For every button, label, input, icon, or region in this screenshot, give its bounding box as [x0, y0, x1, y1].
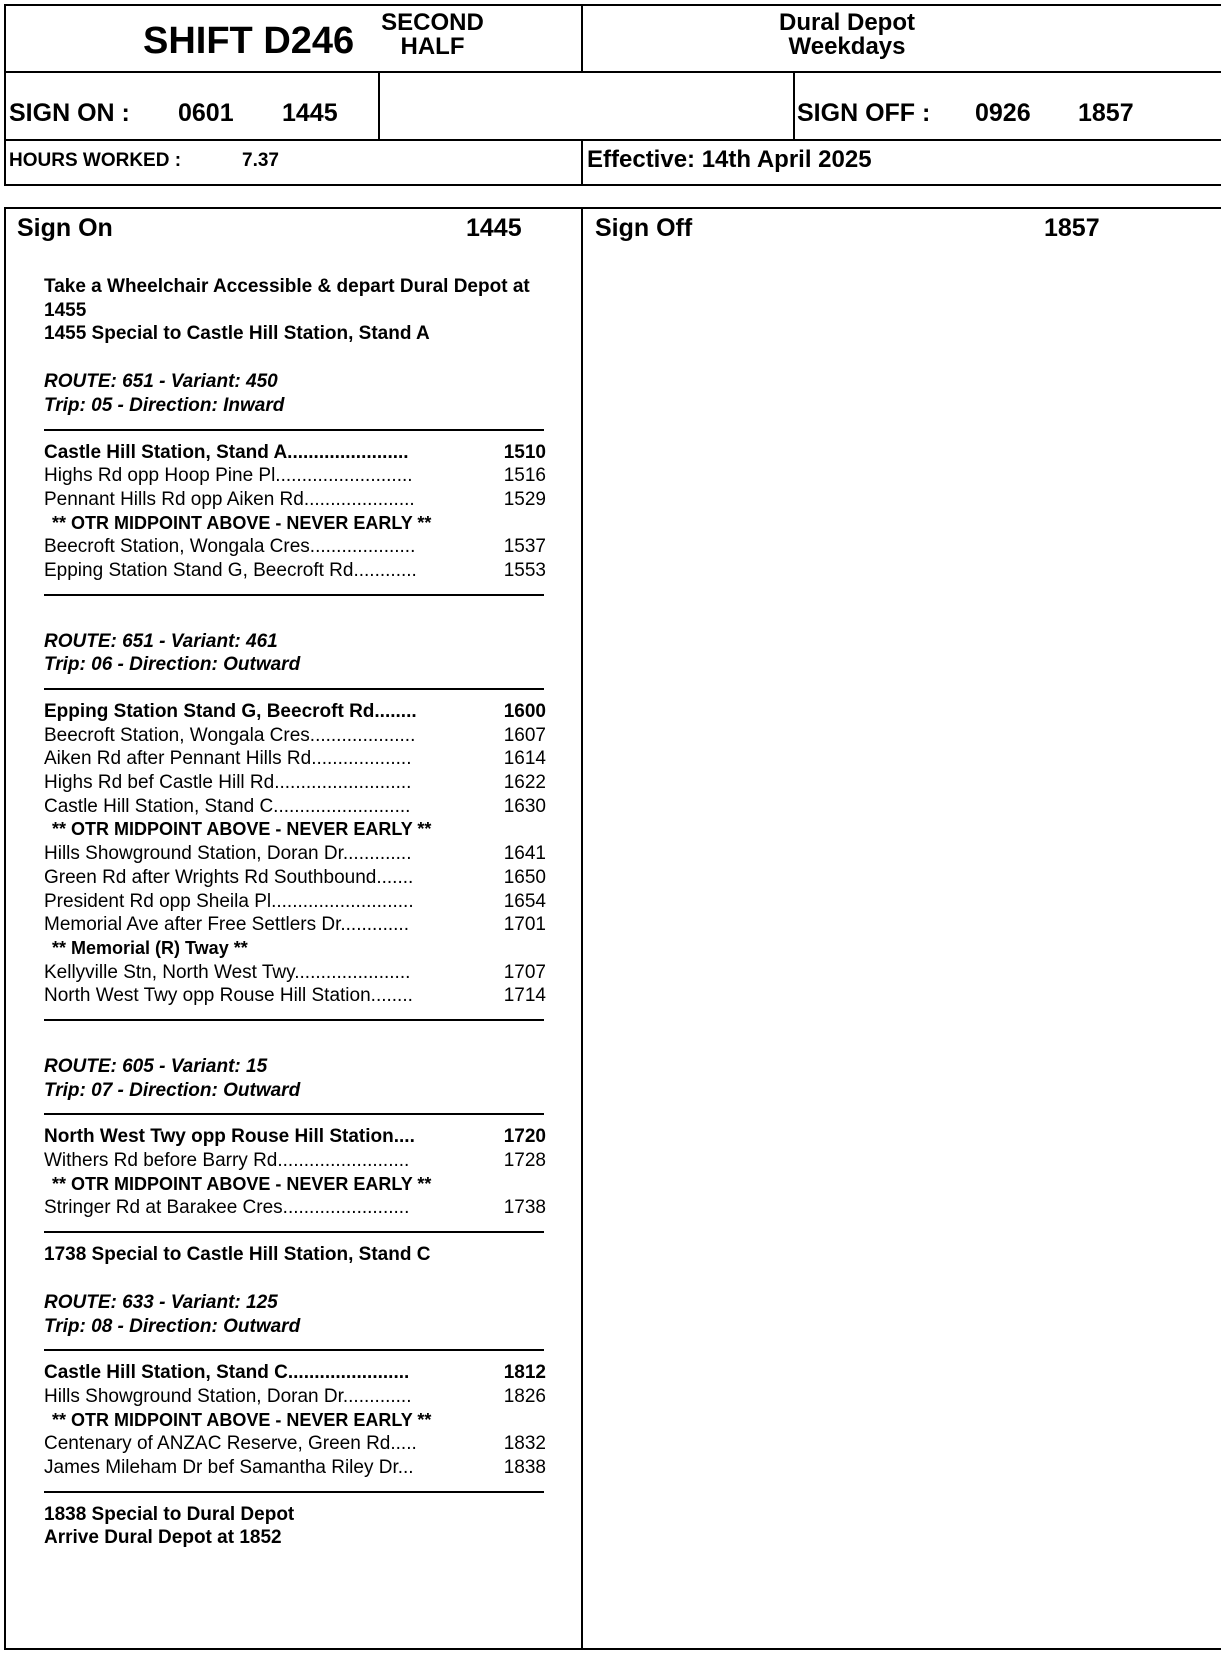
- shift-title: SHIFT D246: [143, 20, 355, 62]
- stop-row: [44, 866, 546, 890]
- stop-row: [44, 559, 546, 583]
- stop-name: Highs Rd bef Castle Hill Rd..........................: [44, 772, 412, 794]
- otr-note: ** OTR MIDPOINT ABOVE - NEVER EARLY **: [52, 512, 432, 533]
- stop-row: [44, 913, 546, 937]
- final-block: [44, 1503, 546, 1550]
- sign-on-time-2: 1445: [282, 99, 338, 127]
- stop-row: [44, 1125, 546, 1149]
- stop-time: 1728: [503, 1150, 546, 1172]
- stop-name: Memorial Ave after Free Settlers Dr.............: [44, 914, 409, 936]
- stop-time: 1738: [503, 1197, 546, 1219]
- stop-row: [44, 771, 546, 795]
- stop-name: Withers Rd before Barry Rd.........................: [44, 1150, 410, 1172]
- stop-row: [44, 747, 546, 771]
- stop-time: 1622: [503, 772, 546, 794]
- route-line: ROUTE: 651 - Variant: 450: [44, 371, 278, 393]
- divider: [44, 688, 544, 690]
- sign-off-time-2: 1857: [1078, 99, 1134, 127]
- otr-note: ** OTR MIDPOINT ABOVE - NEVER EARLY **: [52, 1173, 432, 1194]
- stop-row: [44, 890, 546, 914]
- stop-time: 1537: [503, 536, 546, 558]
- stop-time: 1529: [503, 488, 546, 510]
- stop-time: 1720: [503, 1126, 546, 1148]
- effective-date: Effective: 14th April 2025: [587, 146, 872, 173]
- stop-row: [44, 464, 546, 488]
- route-line: ROUTE: 651 - Variant: 461: [44, 630, 278, 652]
- right-sign-off-label: Sign Off: [595, 214, 693, 242]
- depot-days: Weekdays: [788, 33, 906, 60]
- stop-time: 1630: [503, 795, 546, 817]
- stop-row: [44, 700, 546, 724]
- stop-row: [44, 1432, 546, 1456]
- route-line: ROUTE: 605 - Variant: 15: [44, 1055, 268, 1077]
- half-label: [375, 11, 490, 59]
- stop-row: [44, 842, 546, 866]
- final-line: Arrive Dural Depot at 1852: [44, 1527, 282, 1549]
- sign-on-time-1: 0601: [178, 99, 234, 127]
- stop-name: Castle Hill Station, Stand C.......................: [44, 1362, 410, 1384]
- depot-label: [727, 11, 967, 59]
- stop-name: Aiken Rd after Pennant Hills Rd...................: [44, 748, 412, 770]
- stop-row: [44, 1196, 546, 1220]
- stop-time: 1654: [503, 890, 546, 912]
- stop-row: [44, 961, 546, 985]
- stop-row: [44, 1456, 546, 1480]
- depot-name: Dural Depot: [778, 9, 915, 36]
- sign-on-label: SIGN ON :: [9, 99, 130, 127]
- half-line2: HALF: [400, 33, 465, 60]
- route-line: ROUTE: 633 - Variant: 125: [44, 1291, 278, 1313]
- trip-line: Trip: 08 - Direction: Outward: [44, 1315, 301, 1337]
- stop-row: [44, 441, 546, 465]
- duty-content: [44, 275, 546, 1550]
- right-sign-off-time: 1857: [1044, 214, 1100, 242]
- stop-time: 1516: [503, 465, 546, 487]
- stop-name: Beecroft Station, Wongala Cres....................: [44, 536, 416, 558]
- left-sign-on-time: 1445: [466, 214, 522, 242]
- trip-line: Trip: 05 - Direction: Inward: [44, 394, 285, 416]
- special-line: 1738 Special to Castle Hill Station, Stand C: [44, 1244, 431, 1266]
- intro-block: [44, 275, 546, 346]
- stop-time: 1607: [503, 724, 546, 746]
- tway-note: ** Memorial (R) Tway **: [52, 937, 248, 958]
- stop-name: Stringer Rd at Barakee Cres........................: [44, 1197, 410, 1219]
- stop-row: [44, 488, 546, 512]
- hours-worked-label: HOURS WORKED :: [9, 150, 182, 171]
- divider: [44, 1019, 544, 1021]
- trip-line: Trip: 07 - Direction: Outward: [44, 1079, 301, 1101]
- stop-time: 1701: [503, 914, 546, 936]
- stop-name: North West Twy opp Rouse Hill Station....: [44, 1126, 415, 1148]
- otr-note: ** OTR MIDPOINT ABOVE - NEVER EARLY **: [52, 819, 432, 840]
- stop-name: Beecroft Station, Wongala Cres....................: [44, 724, 416, 746]
- divider: [44, 1349, 544, 1351]
- stop-time: 1707: [503, 961, 546, 983]
- stop-row: [44, 795, 546, 819]
- intro-line: Take a Wheelchair Accessible & depart Dural Depot at: [44, 276, 530, 297]
- trip-block: [44, 1291, 546, 1493]
- trip-block: [44, 370, 546, 596]
- stop-time: 1650: [503, 866, 546, 888]
- divider: [44, 1113, 544, 1115]
- stop-name: Epping Station Stand G, Beecroft Rd............: [44, 559, 417, 581]
- stop-row: [44, 1149, 546, 1173]
- stop-name: Castle Hill Station, Stand C..........................: [44, 795, 411, 817]
- sign-off-label: SIGN OFF :: [797, 99, 931, 127]
- sign-off-time-1: 0926: [975, 99, 1031, 127]
- stop-name: President Rd opp Sheila Pl...........................: [44, 890, 414, 912]
- stop-time: 1714: [503, 985, 546, 1007]
- trip-line: Trip: 06 - Direction: Outward: [44, 654, 301, 676]
- stop-row: [44, 984, 546, 1008]
- divider: [44, 1231, 544, 1233]
- stop-name: Centenary of ANZAC Reserve, Green Rd.....: [44, 1433, 417, 1455]
- stop-row: [44, 1385, 546, 1409]
- stop-time: 1826: [503, 1385, 546, 1407]
- stop-name: Hills Showground Station, Doran Dr.............: [44, 843, 412, 865]
- stop-time: 1812: [503, 1362, 546, 1384]
- divider: [44, 594, 544, 596]
- intro-line: 1455 Special to Castle Hill Station, Stand A: [44, 323, 430, 345]
- stop-name: Green Rd after Wrights Rd Southbound.......: [44, 866, 414, 888]
- otr-note: ** OTR MIDPOINT ABOVE - NEVER EARLY **: [52, 1409, 432, 1430]
- half-line1: SECOND: [381, 9, 484, 36]
- stop-name: Hills Showground Station, Doran Dr.............: [44, 1385, 412, 1407]
- stop-time: 1838: [503, 1457, 546, 1478]
- stop-time: 1553: [503, 559, 546, 581]
- stop-time: 1510: [503, 441, 546, 463]
- stop-name: Highs Rd opp Hoop Pine Pl..........................: [44, 465, 413, 487]
- stop-name: North West Twy opp Rouse Hill Station........: [44, 985, 413, 1007]
- stop-name: James Mileham Dr bef Samantha Riley Dr...: [44, 1457, 414, 1478]
- trip-block: [44, 630, 546, 1021]
- stop-time: 1600: [503, 701, 546, 723]
- stop-row: [44, 724, 546, 748]
- divider: [44, 1491, 544, 1493]
- intro-line: 1455: [44, 299, 87, 321]
- stop-time: 1832: [503, 1433, 546, 1455]
- stop-name: Kellyville Stn, North West Twy......................: [44, 961, 411, 983]
- stop-row: [44, 535, 546, 559]
- stop-row: [44, 1361, 546, 1385]
- stop-time: 1614: [503, 748, 546, 770]
- left-sign-on-label: Sign On: [17, 214, 113, 242]
- stop-name: Epping Station Stand G, Beecroft Rd........: [44, 701, 417, 723]
- hours-worked-value: 7.37: [242, 150, 279, 171]
- stop-name: Pennant Hills Rd opp Aiken Rd.....................: [44, 488, 415, 510]
- stop-name: Castle Hill Station, Stand A.......................: [44, 441, 409, 463]
- divider: [44, 429, 544, 431]
- final-line: 1838 Special to Dural Depot: [44, 1503, 295, 1525]
- stop-time: 1641: [503, 843, 546, 865]
- trip-block: [44, 1055, 546, 1233]
